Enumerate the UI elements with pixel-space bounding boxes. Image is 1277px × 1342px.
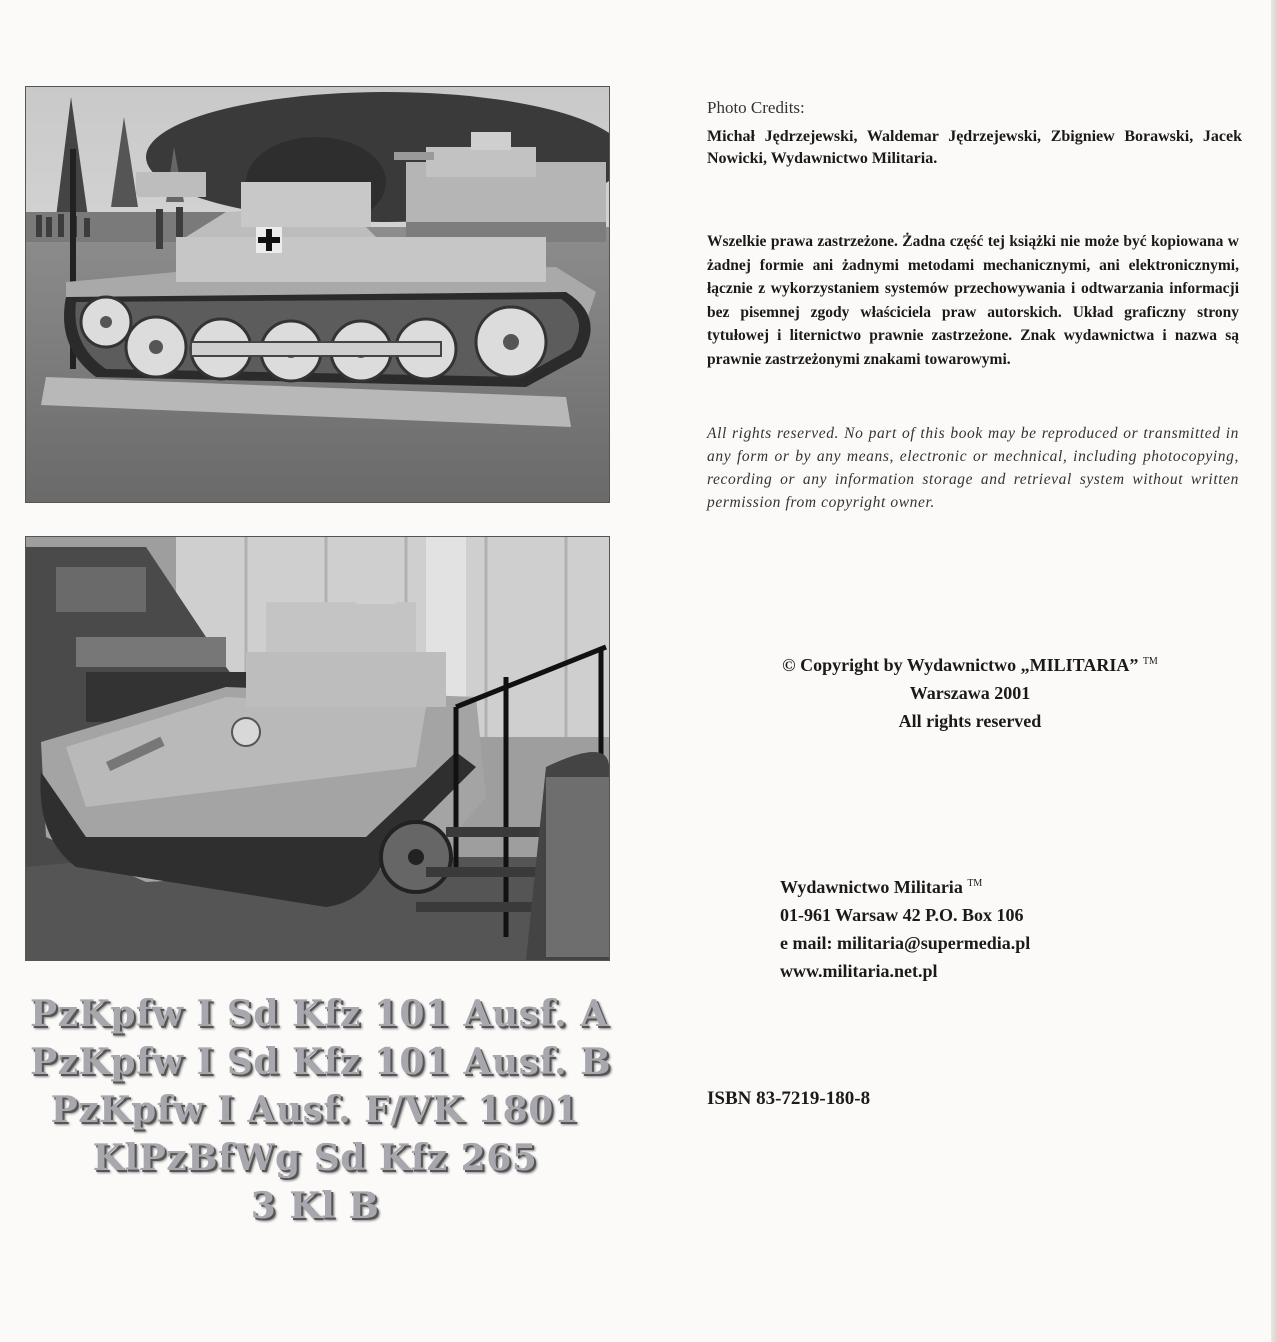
title-line: PzKpfw I Ausf. F/VK 1801 xyxy=(50,1089,580,1131)
tank-photo-outdoor xyxy=(25,86,610,503)
copyright-text: © Copyright by Wydawnictwo „MILITARIA” xyxy=(782,655,1139,675)
page-spine xyxy=(1271,0,1277,1342)
copyright-line xyxy=(700,648,1240,679)
publisher-address: 01-961 Warsaw 42 P.O. Box 106 xyxy=(780,905,1024,925)
isbn-number: ISBN 83-7219-180-8 xyxy=(707,1088,871,1109)
rights-notice-polish: Wszelkie prawa zastrzeżone. Żadna część tej książki nie może być kopiowana w żadnej formie ani żadnymi metodami mechanicznymi, ani elektronicznymi, łącznie z wykorzystaniem systemów przechowywania i odtwarzania informacji bez pisemnej zgody właściciela praw autorskich. Układ graficzny strony tytułowej i liternictwo prawnie zastrzeżone. Znak wydawnictwa i nazwa są prawnie zastrzeżonymi znakami towarowymi. xyxy=(707,233,1239,368)
title-line: 3 Kl B xyxy=(250,1185,380,1227)
publisher-email: e mail: militaria@supermedia.pl xyxy=(780,933,1031,953)
publisher-website: www.militaria.net.pl xyxy=(780,961,938,981)
title-line: KlPzBfWg Sd Kfz 265 xyxy=(92,1137,538,1179)
rights-notice-english: All rights reserved. No part of this book may be reproduced or transmitted in any form or by any means, electronic or mechnical, including photocopying, recording or any information storage and retrieval system without written permission from copyright owner. xyxy=(707,425,1239,511)
title-line: PzKpfw I Sd Kfz 101 Ausf. A xyxy=(30,993,609,1035)
photo-credits-heading: Photo Credits: xyxy=(707,98,805,117)
publisher-name: Wydawnictwo Militaria xyxy=(780,877,963,897)
photo-credits-names: Michał Jędrzejewski, Waldemar Jędrzejewski, Zbigniew Borawski, Jacek Nowicki, Wydawnictwo Militaria. xyxy=(707,128,1242,167)
trademark-mark: TM xyxy=(1142,656,1158,667)
title-line: PzKpfw I Sd Kfz 101 Ausf. B xyxy=(30,1041,612,1083)
tank-photo-indoor xyxy=(25,536,610,961)
trademark-mark: TM xyxy=(967,878,983,889)
model-titles xyxy=(30,990,612,1230)
copyright-block xyxy=(700,648,1240,735)
publisher-block xyxy=(780,870,1030,985)
copyright-city-year: Warszawa 2001 xyxy=(909,683,1031,703)
publisher-name-line xyxy=(780,870,1030,901)
copyright-rights: All rights reserved xyxy=(898,711,1042,731)
